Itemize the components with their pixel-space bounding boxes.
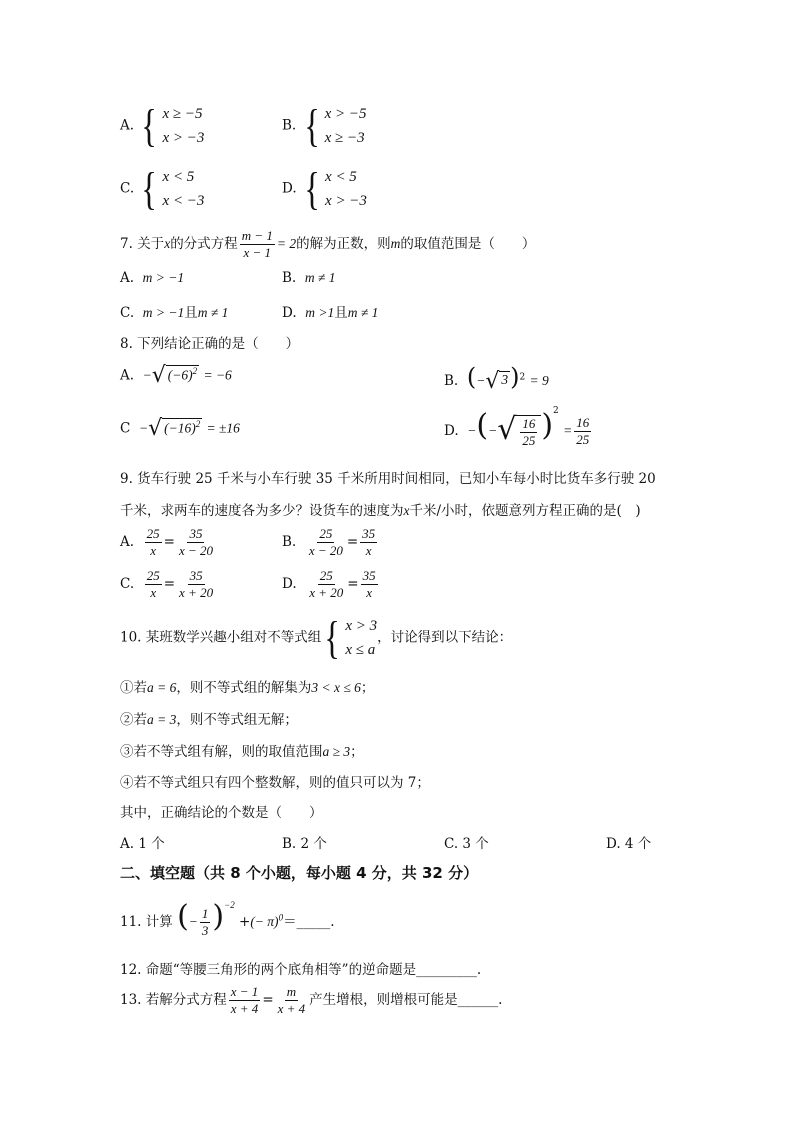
label: A.: [120, 367, 135, 384]
denominator: x: [365, 543, 372, 558]
label: D.: [444, 423, 459, 439]
label: B.: [282, 270, 297, 286]
radicand: 3: [499, 371, 510, 393]
fraction: [276, 984, 308, 1017]
text: ③若不等式组有解，则的取值范围: [120, 744, 323, 760]
q10-statement-2: [120, 708, 298, 728]
text: ；: [350, 744, 364, 760]
numerator: 16: [522, 415, 536, 431]
option-label: B.: [282, 117, 297, 134]
numerator: 35: [362, 568, 376, 583]
row: x > −3: [325, 193, 367, 209]
sqrt: √ $(-6)^2$: [151, 363, 198, 388]
q8-option-b: B. (− √ 3 )$^2$ = 9: [444, 363, 549, 394]
radicand: (−6): [167, 367, 193, 383]
q9-option-d: D. $\frac{25}{x + 20}$ = $\frac{35}{x}$: [282, 568, 376, 600]
fraction: [240, 228, 275, 261]
exponent: 2: [519, 372, 526, 383]
result: = 9: [529, 373, 549, 388]
blank: ＝_____.: [283, 914, 335, 930]
text: ，则不等式组的解集为: [176, 680, 312, 696]
fraction: [229, 984, 261, 1017]
denominator: x + 4: [277, 1001, 306, 1016]
numerator: 1: [201, 906, 209, 921]
label: C: [120, 420, 131, 437]
numerator: 25: [146, 568, 160, 583]
and: 且: [334, 305, 348, 321]
math: a = 3: [147, 712, 177, 727]
label: A.: [120, 270, 135, 286]
text: ②若: [120, 712, 147, 728]
row: x ≥ −3: [324, 130, 365, 146]
q9-option-a: A. $\frac{25}{x}$ = $\frac{35}{x - 20}$: [120, 526, 213, 558]
result: = ±16: [206, 420, 240, 436]
numerator: 25: [319, 526, 333, 541]
numerator: 35: [362, 526, 376, 541]
row: x ≤ a: [345, 642, 376, 658]
radicand: (−16): [164, 420, 196, 436]
numerator: x − 1: [230, 984, 259, 999]
row: x > −5: [324, 106, 367, 122]
var: m: [390, 236, 401, 251]
inequality-system: { x > −5 x ≥ −3: [303, 100, 367, 151]
and: 且: [184, 305, 198, 321]
text: ①若: [120, 680, 147, 696]
q6-option-b: [282, 102, 367, 150]
q6-option-c: [120, 165, 204, 213]
text: 的取值范围是（ ）: [400, 236, 536, 252]
q10-statement-3: [120, 740, 364, 760]
denominator: x + 4: [230, 1001, 259, 1016]
exponent: 2: [553, 406, 559, 416]
q9-option-b: B. $\frac{25}{x - 20}$ = $\frac{35}{x}$: [282, 526, 376, 558]
numerator: 25: [319, 568, 333, 583]
label: B.: [444, 373, 459, 389]
q10-option-c: C. 3 个: [444, 836, 489, 852]
q7-option-c: [120, 301, 228, 321]
fraction: [307, 568, 345, 601]
text: 11. 计算: [120, 914, 173, 930]
q10-statement-4: ④若不等式组只有四个整数解，则的值只可以为 7；: [120, 775, 430, 791]
row: x < −3: [162, 193, 205, 209]
q10-option-d: D. 4 个: [606, 836, 652, 852]
value: m >1: [305, 305, 335, 320]
exponent: 0: [278, 912, 284, 923]
label: A.: [120, 534, 135, 550]
q10-ask: 其中，正确结论的个数是（ ）: [120, 805, 323, 821]
q6-option-d: [282, 165, 367, 213]
numerator: 16: [576, 415, 590, 430]
plus: +: [239, 914, 251, 930]
pi: (− π): [250, 914, 279, 929]
q10-option-b: B. 2 个: [282, 836, 327, 852]
text: 关于: [137, 236, 165, 252]
question-13: 13. 若解分式方程 $\frac{x - 1}{x + 4}$ = $\frac{m}{x + 4}$ 产生增根，则增根可能是______.: [120, 984, 503, 1016]
denominator: 3: [201, 923, 209, 938]
text: 的分式方程: [170, 236, 238, 252]
text: 产生增根，则增根可能是______.: [309, 992, 503, 1008]
denominator: x: [150, 585, 157, 600]
sqrt: √ $\frac{16}{25}$: [497, 415, 541, 449]
fraction: [177, 568, 215, 601]
text: ，则不等式组无解；: [176, 712, 298, 728]
fraction: [520, 416, 537, 449]
denominator: x + 20: [309, 585, 344, 600]
option-label: C.: [120, 180, 135, 197]
numerator: m: [286, 984, 297, 999]
row: x < 5: [325, 169, 357, 185]
text: 10. 某班数学兴趣小组对不等式组: [120, 629, 322, 646]
question-10: [120, 614, 512, 662]
numerator: 25: [146, 526, 160, 541]
row: x > 3: [345, 618, 378, 634]
text: 13. 若解分式方程: [120, 992, 227, 1008]
exponent: 2: [195, 419, 201, 429]
denominator: x: [366, 585, 372, 600]
label: D.: [282, 305, 297, 321]
inequality-system: { x ≥ −5 x > −3: [141, 100, 205, 151]
math: a = 6: [147, 680, 177, 695]
text: 千米/小时，依题意列方程正确的是( ): [409, 503, 641, 519]
value: m > −1: [142, 305, 185, 320]
q10-statement-1: [120, 676, 374, 696]
question-9-line2: [120, 499, 641, 519]
text: 的解为正数，则: [296, 236, 391, 252]
question-9-line1: 9. 货车行驶 25 千米与小车行驶 35 千米所用时间相同，已知小车每小时比货车多行驶 20: [120, 471, 656, 487]
fraction: [307, 526, 345, 559]
equals: = 2: [276, 236, 297, 251]
label: B.: [282, 534, 297, 550]
var: x: [164, 236, 171, 251]
inequality-system: { x > 3 x ≤ a: [324, 612, 378, 663]
math: 3 < x ≤ 6: [311, 680, 361, 695]
sqrt: √ $(-16)^2$: [148, 416, 201, 441]
question-11: 11. 计算 (− $\frac{1}{3}$ )$^{-2}$ +(− π)$^0$＝_____.: [120, 899, 335, 938]
denominator: 25: [522, 432, 536, 448]
q9-option-c: C. $\frac{25}{x}$ = $\frac{35}{x + 20}$: [120, 568, 214, 600]
var: x: [403, 503, 410, 518]
denominator: x − 20: [178, 543, 213, 558]
fraction: [574, 415, 591, 448]
question-7: [120, 228, 535, 261]
fraction: [145, 568, 162, 601]
question-12: 12. 命题“等腰三角形的两个底角相等”的逆命题是_________.: [120, 962, 482, 978]
label: C.: [120, 305, 135, 321]
numerator: m − 1: [241, 228, 273, 243]
text: 千米，求两车的速度各为多少？设货车的速度为: [120, 503, 404, 519]
text: ；: [360, 680, 375, 696]
result: = −6: [203, 367, 232, 383]
numerator: 35: [189, 526, 203, 541]
denominator: x: [150, 543, 157, 558]
row: x > −3: [162, 130, 205, 146]
exponent: −2: [224, 900, 235, 910]
label: C.: [120, 576, 135, 592]
math: a ≥ 3: [322, 744, 351, 759]
inequality-system: { x < 5 x < −3: [141, 163, 205, 214]
text: ，讨论得到以下结论：: [377, 629, 513, 646]
label: D.: [282, 576, 297, 592]
fraction: [145, 526, 162, 559]
denominator: 25: [576, 432, 590, 447]
fraction: [177, 526, 215, 559]
q8-option-c: C − √ $(-16)^2$ = ±16: [120, 416, 240, 441]
q7-option-a: [120, 270, 184, 286]
row: x ≥ −5: [162, 106, 203, 122]
q10-option-a: A. 1 个: [120, 836, 165, 852]
fraction: [360, 526, 377, 559]
q8-option-a: A. − √ $(-6)^2$ = −6: [120, 363, 232, 388]
value: m > −1: [142, 270, 185, 285]
fraction: [200, 906, 211, 939]
value: m ≠ 1: [197, 305, 229, 320]
q7-option-d: [282, 301, 378, 321]
fraction: [361, 568, 378, 601]
q7-option-b: [282, 270, 335, 286]
numerator: 35: [189, 568, 203, 583]
value: m ≠ 1: [347, 305, 379, 320]
row: x < 5: [162, 169, 195, 185]
q-number: 7.: [120, 236, 133, 252]
denominator: x + 20: [179, 585, 214, 600]
option-label: D.: [282, 180, 297, 197]
sqrt: √ 3: [485, 368, 509, 394]
denominator: x − 1: [243, 245, 272, 260]
option-label: A.: [120, 117, 135, 134]
question-8: 8. 下列结论正确的是（ ）: [120, 336, 300, 352]
q6-option-a: [120, 102, 204, 150]
value: m ≠ 1: [304, 270, 336, 285]
section-heading: 二、填空题（共 8 个小题，每小题 4 分，共 32 分）: [120, 864, 479, 882]
denominator: x − 20: [308, 543, 343, 558]
q8-option-d: D. −(− √ $\frac{16}{25}$ )$^2$ = $\frac{16}{25}$: [444, 406, 590, 448]
exponent: 2: [192, 366, 198, 376]
inequality-system: { x < 5 x > −3: [304, 163, 367, 214]
